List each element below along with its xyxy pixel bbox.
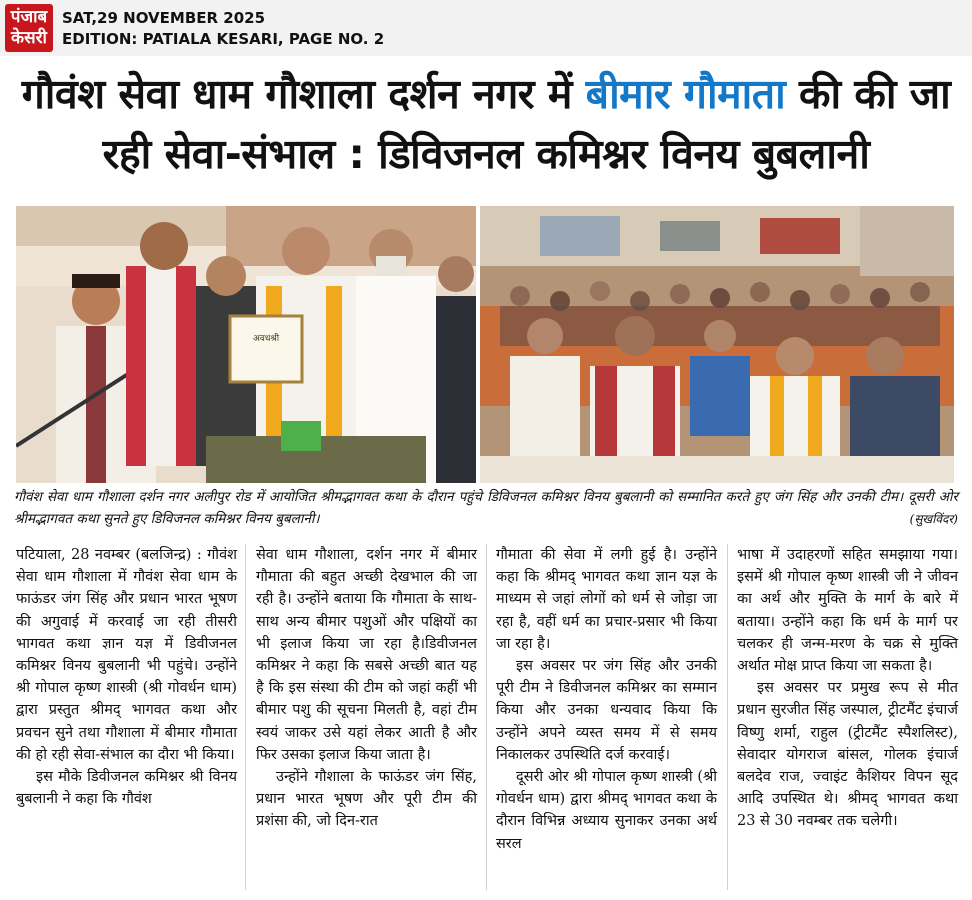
punjab-kesari-logo: [5, 4, 53, 52]
article-column-1: [16, 544, 237, 810]
photo-honoring-commissioner: [16, 206, 476, 483]
article-column-4: [737, 544, 958, 833]
logo-line-1: पंजाब: [10, 7, 48, 27]
photo-credit: (सुखविंदर): [909, 512, 958, 526]
article-paragraph: इस मौके डिवीजनल कमिश्नर श्री विनय बुबलानी ने कहा कि गौवंश: [16, 769, 237, 808]
edition-info: [62, 8, 384, 50]
headline-part-1: गौवंश सेवा धाम गौशाला दर्शन नगर में: [21, 70, 586, 118]
article-paragraph: इस अवसर पर प्रमुख रूप से मीत प्रधान सुरजीत सिंह जस्पाल, ट्रीटमैंट इंचार्ज विष्णु शर्मा, राहुल (ट्रीटमैंट स्पैशलिस्ट), सेवादार योगराज बांसल, गोलक इंचार्ज बलदेव राज, ज्वाइंट कैशियर विपन सूद आदि उपस्थित थे। श्रीमद् भागवत कथा 23 से 30 नवम्बर तक चलेगी।: [737, 680, 958, 830]
headline-highlight: बीमार गौमाता: [585, 70, 786, 118]
article-paragraph: पटियाला, 28 नवम्बर (बलजिन्द्र) : गौवंश सेवा धाम गौशाला में गौवंश सेवा धाम के फाऊंडर जंग सिंह और प्रधान भारत भूषण की अगुवाई में करवाई जा रही तीसरी भागवत कथा ज्ञान यज्ञ में डिवीजनल कमिश्नर विनय बुबलानी भी पहुंचे। उन्होंने श्री गोपाल कृष्ण शास्त्री (श्री गोवर्धन धाम) द्वारा प्रस्तुत श्रीमद् भागवत कथा और प्रवचन सुने तथा गौशाला में बीमार गौमाता की हो रही सेवा-संभाल का दौरा भी किया।: [16, 547, 237, 763]
certificate-text: अवधश्री: [252, 334, 280, 344]
headline-part-2: की की जा रही सेवा-संभाल : डिविजनल कमिश्नर विनय बुबलानी: [102, 70, 951, 178]
column-divider: [727, 544, 728, 890]
masthead-bar: [0, 0, 972, 56]
article-paragraph: इस अवसर पर जंग सिंह और उनकी पूरी टीम ने डिवीजनल कमिश्नर का सम्मान किया और उनका धन्यवाद किया कि उन्होंने अपने व्यस्त समय में से समय निकालकर उपस्थिति दर्ज करवाई।: [496, 658, 717, 763]
article-paragraph: उन्होंने गौशाला के फाऊंडर जंग सिंह, प्रधान भारत भूषण और पूरी टीम की प्रशंसा की, जो दिन-रात: [256, 769, 477, 830]
column-divider: [245, 544, 246, 890]
publication-date: SAT,29 NOVEMBER 2025: [62, 9, 266, 27]
edition-page: EDITION: PATIALA KESARI, PAGE NO. 2: [62, 30, 385, 48]
article-paragraph: गौमाता की सेवा में लगी हुई है। उन्होंने कहा कि श्रीमद् भागवत कथा ज्ञान यज्ञ के माध्यम से जहां लोगों को धर्म से जोड़ा जा रहा है, वहीं धर्म का प्रचार-प्रसार भी किया जा रहा है।: [496, 547, 717, 652]
article-paragraph: सेवा धाम गौशाला, दर्शन नगर में बीमार गौमाता की बहुत अच्छी देखभाल की जा रही है। उन्होंने बताया कि गौमाता के साथ-साथ अन्य बीमार पशुओं और पक्षियों का भी इलाज किया जा रहा है।डिवीजनल कमिश्नर ने कहा कि सबसे अच्छी बात यह है कि इस संस्था की टीम को जहां कहीं भी बीमार पशु की सूचना मिलती है, वहां टीम स्वयं जाकर उसे यहां लेकर आती है और फिर उसका इलाज किया जाता है।: [256, 547, 477, 763]
article-paragraph: भाषा में उदाहरणों सहित समझाया गया। इसमें श्री गोपाल कृष्ण शास्त्री जी ने जीवन का अर्थ और मुक्ति के मार्ग के बारे में बताया। उन्होंने कहा कि धर्म के मार्ग पर चलकर ही जन्म-मरण के चक्र से मुक्ति अर्थात मोक्ष प्राप्त किया जा सकता है।: [737, 547, 958, 675]
photo-audience-listening: [480, 206, 954, 483]
logo-line-2: केसरी: [11, 28, 47, 48]
article-column-3: [496, 544, 717, 855]
headline: [14, 64, 958, 184]
article-column-2: [256, 544, 477, 833]
photo-caption: गौवंश सेवा धाम गौशाला दर्शन नगर अलीपुर रोड में आयोजित श्रीमद्भागवत कथा के दौरान पहुंचे डिविजनल कमिश्नर विनय बुबलानी को सम्मानित करते हुए जंग सिंह और उनकी टीम। दूसरी ओर श्रीमद्भागवत कथा सुनते हुए डिविजनल कमिश्नर विनय बुबलानी।: [14, 489, 958, 527]
article-paragraph: दूसरी ओर श्री गोपाल कृष्ण शास्त्री (श्री गोवर्धन धाम) द्वारा श्रीमद् भागवत कथा के दौरान विभिन्न अध्याय सुनाकर उनका अर्थ सरल: [496, 769, 717, 852]
column-divider: [486, 544, 487, 890]
